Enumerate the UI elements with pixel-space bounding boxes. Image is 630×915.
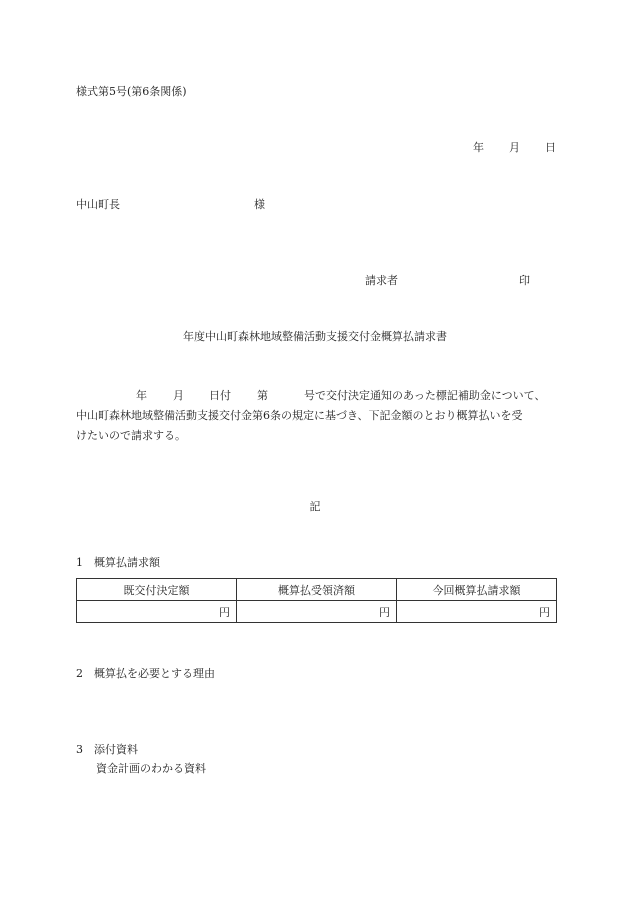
amount-table-header-row — [77, 579, 557, 601]
addressee-honorific: 様 — [254, 198, 265, 211]
body-year: 年 — [136, 389, 147, 402]
body-line-1-rest: 号で交付決定通知のあった標記補助金について、 — [304, 389, 546, 402]
amount-table — [76, 578, 557, 623]
cell-request-amount: 円 — [397, 601, 557, 623]
attachment-item: 資金計画のわかる資料 — [96, 762, 206, 775]
section-3-heading: 3 添付資料 — [76, 743, 138, 756]
addressee-name: 中山町長 — [76, 198, 120, 211]
header-request-amount: 今回概算払請求額 — [397, 579, 557, 601]
date-year: 年 — [473, 141, 484, 154]
ki-mark: 記 — [309, 500, 321, 513]
body-line-1 — [76, 386, 562, 406]
header-granted-amount: 既交付決定額 — [77, 579, 237, 601]
body-no-prefix: 第 — [257, 389, 268, 402]
date-month: 月 — [509, 141, 520, 154]
body-paragraph — [76, 386, 562, 446]
body-month: 月 — [173, 389, 184, 402]
section-1-heading: 1 概算払請求額 — [76, 556, 160, 569]
body-day: 日付 — [209, 389, 231, 402]
cell-granted-amount: 円 — [77, 601, 237, 623]
date-day: 日 — [545, 141, 556, 154]
header-received-amount: 概算払受領済額 — [237, 579, 397, 601]
form-number: 様式第5号(第6条関係) — [76, 85, 187, 98]
document-title: 年度中山町森林地域整備活動支援交付金概算払請求書 — [183, 330, 447, 343]
amount-table-value-row — [77, 601, 557, 623]
body-line-3: けたいので請求する。 — [76, 429, 186, 442]
requester-label: 請求者 — [365, 274, 398, 287]
body-line-2: 中山町森林地域整備活動支援交付金第6条の規定に基づき、下記金額のとおり概算払いを受 — [76, 409, 523, 422]
section-2-heading: 2 概算払を必要とする理由 — [76, 667, 215, 680]
date-line — [0, 141, 630, 155]
seal-mark: 印 — [519, 274, 530, 287]
cell-received-amount: 円 — [237, 601, 397, 623]
